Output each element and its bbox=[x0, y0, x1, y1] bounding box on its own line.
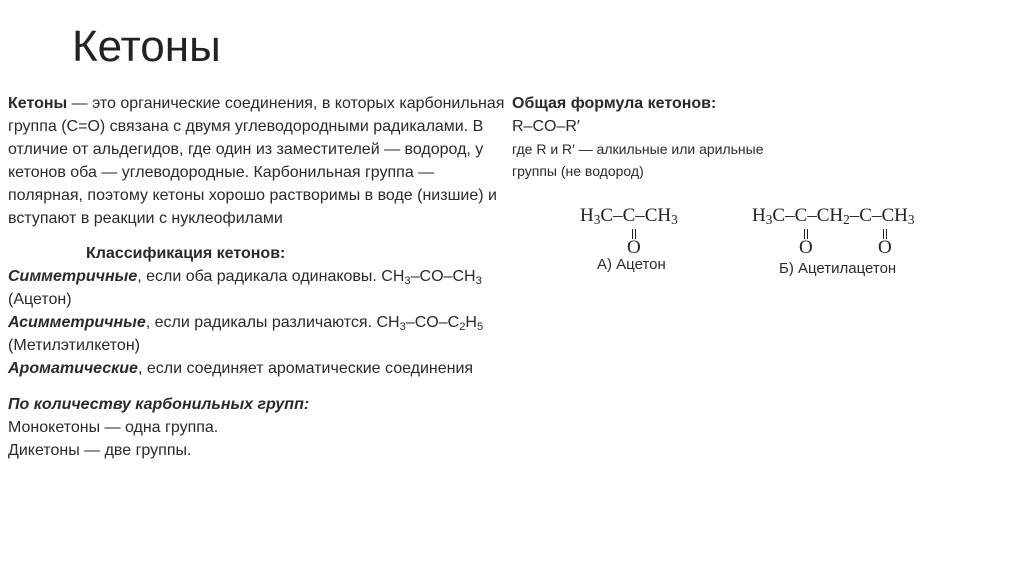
acetylacetone-oxygen-1: O bbox=[799, 237, 813, 258]
left-column bbox=[8, 92, 508, 462]
right-column bbox=[512, 92, 812, 182]
general-formula: R–CO–R′ bbox=[512, 118, 580, 135]
general-formula-heading: Общая формула кетонов: bbox=[512, 95, 717, 112]
acetylacetone-formula-text: $H_3C-C-CH_2-C-CH_3$ bbox=[752, 205, 915, 227]
acetone-caption: А) Ацетон bbox=[597, 256, 666, 273]
definition-paragraph bbox=[8, 92, 508, 230]
acetone-formula-text: $H_3C-C-CH_3$ bbox=[580, 205, 678, 227]
definition-text: — это органические соединения, в которых карбонильная группа (С=О) связана с двумя углеводородными радикалами. В отличие от альдегидов, где один из заместителей — водород, у кетонов оба — углеводородные. Карбонильная группа — полярная, поэтому кетоны хорошо растворимы в воде (низшие) и вступают в реакции с нуклеофилами bbox=[8, 95, 505, 227]
acetone-structure bbox=[580, 205, 678, 258]
classification-item-symmetric: Симметричные, если оба радикала одинаковы. $CH_3-CO-CH_3$ (Ацетон) bbox=[8, 268, 482, 308]
count-heading: По количеству карбонильных групп: bbox=[8, 396, 310, 413]
classification-heading: Классификация кетонов: bbox=[86, 245, 286, 262]
count-line-di: Дикетоны — две группы. bbox=[8, 442, 192, 459]
definition-term: Кетоны bbox=[8, 95, 68, 112]
acetylacetone-caption: Б) Ацетилацетон bbox=[779, 260, 897, 277]
acetylacetone-structure bbox=[752, 205, 915, 258]
acetone-oxygen: O bbox=[627, 237, 641, 258]
count-line-mono: Монокетоны — одна группа. bbox=[8, 419, 219, 436]
classification-item-asymmetric: Асимметричные, если радикалы различаются. $CH_3-CO-C_2H_5$ (Метилэтилкетон) bbox=[8, 314, 484, 354]
general-formula-note: где R и R′ — алкильные или арильные группы (не водород) bbox=[512, 141, 764, 179]
acetylacetone-oxygen-2: O bbox=[878, 237, 892, 258]
slide-title: Кетоны bbox=[72, 22, 221, 71]
classification-item-aromatic: Ароматические, если соединяет ароматические соединения bbox=[8, 360, 474, 377]
